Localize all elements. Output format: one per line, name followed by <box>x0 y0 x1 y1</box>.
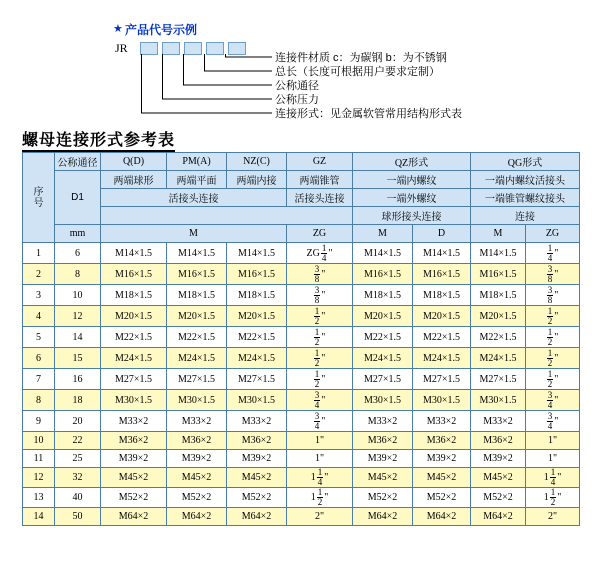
table-row <box>23 488 580 508</box>
cell-pma-m: M33×2 <box>167 411 227 432</box>
cell-qg-zg: $\frac{1}{2}$ " <box>526 348 580 369</box>
cell-gz-zg: $\frac{1}{2}$ " <box>287 348 353 369</box>
cell-gz-zg: 1 $\frac{1}{2}$ " <box>287 488 353 508</box>
cell-qd-m: M52×2 <box>101 488 167 508</box>
cell-nzc-m: M20×1.5 <box>227 306 287 327</box>
cell-qd-m: M36×2 <box>101 432 167 450</box>
cell-pma-m: M45×2 <box>167 468 227 488</box>
table-row <box>23 390 580 411</box>
cell-qz-d: M39×2 <box>413 450 471 468</box>
cell-seq: 12 <box>23 468 55 488</box>
cell-pma-m: M52×2 <box>167 488 227 508</box>
cell-gz-zg: $\frac{1}{2}$ " <box>287 306 353 327</box>
cell-pma-m: M16×1.5 <box>167 264 227 285</box>
cell-gz-zg: ZG $\frac{1}{4}$ " <box>287 243 353 264</box>
cell-qz-m: M33×2 <box>353 411 413 432</box>
cell-qg-zg: 2" <box>526 508 580 526</box>
header-group-gz: GZ <box>287 153 353 171</box>
legend-item-total-length: 总长（长度可根据用户要求定制） <box>275 66 440 78</box>
cell-gz-zg: $\frac{1}{2}$ " <box>287 327 353 348</box>
header-type-gz: 两端锥管 <box>287 171 353 189</box>
cell-pma-m: M64×2 <box>167 508 227 526</box>
product-code-prefix: JR <box>115 41 128 55</box>
cell-dn: 18 <box>55 390 101 411</box>
header-unit-qz-m: M <box>353 225 413 243</box>
cell-seq: 14 <box>23 508 55 526</box>
cell-gz-zg: 2" <box>287 508 353 526</box>
cell-qz-d: M22×1.5 <box>413 327 471 348</box>
table-body <box>23 243 580 526</box>
cell-qz-m: M45×2 <box>353 468 413 488</box>
cell-qg-m: M33×2 <box>471 411 526 432</box>
table-row <box>23 264 580 285</box>
cell-qg-zg: $\frac{3}{8}$ " <box>526 285 580 306</box>
cell-pma-m: M20×1.5 <box>167 306 227 327</box>
cell-qg-m: M39×2 <box>471 450 526 468</box>
section-title <box>22 127 175 150</box>
cell-nzc-m: M30×1.5 <box>227 390 287 411</box>
cell-gz-zg: 1 $\frac{1}{4}$ " <box>287 468 353 488</box>
cell-qz-m: M30×1.5 <box>353 390 413 411</box>
header-unit-qz-d: D <box>413 225 471 243</box>
header-row-groups <box>23 153 580 171</box>
cell-seq: 4 <box>23 306 55 327</box>
cell-seq: 9 <box>23 411 55 432</box>
header-unit-qg-zg: ZG <box>526 225 580 243</box>
cell-qd-m: M30×1.5 <box>101 390 167 411</box>
cell-qz-d: M14×1.5 <box>413 243 471 264</box>
cell-qz-m: M20×1.5 <box>353 306 413 327</box>
cell-pma-m: M30×1.5 <box>167 390 227 411</box>
cell-seq: 2 <box>23 264 55 285</box>
cell-qg-m: M45×2 <box>471 468 526 488</box>
cell-qg-zg: $\frac{1}{2}$ " <box>526 369 580 390</box>
cell-qd-m: M16×1.5 <box>101 264 167 285</box>
header-row-type <box>23 171 580 189</box>
cell-qg-zg: $\frac{1}{4}$ " <box>526 243 580 264</box>
cell-nzc-m: M52×2 <box>227 488 287 508</box>
cell-nzc-m: M22×1.5 <box>227 327 287 348</box>
cell-qd-m: M20×1.5 <box>101 306 167 327</box>
cell-pma-m: M39×2 <box>167 450 227 468</box>
cell-pma-m: M18×1.5 <box>167 285 227 306</box>
cell-gz-zg: $\frac{3}{4}$ " <box>287 411 353 432</box>
cell-qg-m: M27×1.5 <box>471 369 526 390</box>
cell-qg-zg: $\frac{3}{4}$ " <box>526 411 580 432</box>
cell-dn: 8 <box>55 264 101 285</box>
cell-qg-zg: $\frac{3}{8}$ " <box>526 264 580 285</box>
star-icon: ★ <box>113 23 123 35</box>
cell-qg-zg: 1" <box>526 432 580 450</box>
cell-qg-m: M18×1.5 <box>471 285 526 306</box>
table-row <box>23 450 580 468</box>
header-group-qg: QG形式 <box>471 153 580 171</box>
cell-qg-zg: $\frac{3}{4}$ " <box>526 390 580 411</box>
cell-qg-m: M64×2 <box>471 508 526 526</box>
cell-seq: 3 <box>23 285 55 306</box>
cell-qz-d: M52×2 <box>413 488 471 508</box>
cell-qz-m: M36×2 <box>353 432 413 450</box>
header-conn-gz: 活接头连接 <box>287 189 353 207</box>
cell-qg-zg: 1 $\frac{1}{2}$ " <box>526 488 580 508</box>
header-group-nzc: NZ(C) <box>227 153 287 171</box>
cell-seq: 6 <box>23 348 55 369</box>
cell-qz-d: M16×1.5 <box>413 264 471 285</box>
legend-item-nominal-diameter: 公称通径 <box>275 80 319 92</box>
header-row-ball <box>23 207 580 225</box>
header-dn-d1: D1 <box>55 171 101 225</box>
legend-item-material: 连接件材质 c：为碳钢 b：为不锈钢 <box>275 52 447 64</box>
header-unit-mm: mm <box>55 225 101 243</box>
cell-pma-m: M36×2 <box>167 432 227 450</box>
cell-qz-m: M27×1.5 <box>353 369 413 390</box>
cell-nzc-m: M64×2 <box>227 508 287 526</box>
table-row <box>23 468 580 488</box>
cell-dn: 22 <box>55 432 101 450</box>
cell-qz-d: M27×1.5 <box>413 369 471 390</box>
legend-item-connection-type: 连接形式：见金属软管常用结构形式表 <box>275 108 462 120</box>
cell-dn: 16 <box>55 369 101 390</box>
cell-gz-zg: $\frac{3}{8}$ " <box>287 285 353 306</box>
cell-qz-d: M45×2 <box>413 468 471 488</box>
header-seq: 序 号 <box>23 153 55 243</box>
cell-qz-d: M30×1.5 <box>413 390 471 411</box>
table-row <box>23 348 580 369</box>
cell-qd-m: M39×2 <box>101 450 167 468</box>
section-title-text: 螺母连接形式参考表 <box>22 132 175 152</box>
cell-qz-m: M64×2 <box>353 508 413 526</box>
cell-qz-d: M36×2 <box>413 432 471 450</box>
cell-nzc-m: M33×2 <box>227 411 287 432</box>
header-type-pma: 两端平面 <box>167 171 227 189</box>
header-row-connection <box>23 189 580 207</box>
cell-seq: 11 <box>23 450 55 468</box>
cell-seq: 13 <box>23 488 55 508</box>
header-type-qg: 一端内螺纹活接头 <box>471 171 580 189</box>
cell-nzc-m: M14×1.5 <box>227 243 287 264</box>
cell-dn: 12 <box>55 306 101 327</box>
cell-qd-m: M45×2 <box>101 468 167 488</box>
cell-qg-m: M14×1.5 <box>471 243 526 264</box>
header-conn-qz: 一端外螺纹 <box>353 189 471 207</box>
cell-qg-zg: $\frac{1}{2}$ " <box>526 306 580 327</box>
cell-qz-d: M20×1.5 <box>413 306 471 327</box>
cell-qg-zg: 1 $\frac{1}{4}$ " <box>526 468 580 488</box>
table-row <box>23 243 580 264</box>
cell-dn: 20 <box>55 411 101 432</box>
header-ball-joint <box>101 207 353 225</box>
cell-qz-d: M18×1.5 <box>413 285 471 306</box>
cell-dn: 25 <box>55 450 101 468</box>
table-row <box>23 508 580 526</box>
header-row-units <box>23 225 580 243</box>
cell-dn: 32 <box>55 468 101 488</box>
cell-gz-zg: $\frac{3}{8}$ " <box>287 264 353 285</box>
product-code-diagram <box>0 0 600 120</box>
cell-nzc-m: M45×2 <box>227 468 287 488</box>
cell-qg-m: M52×2 <box>471 488 526 508</box>
cell-nzc-m: M27×1.5 <box>227 369 287 390</box>
cell-seq: 1 <box>23 243 55 264</box>
cell-gz-zg: $\frac{3}{4}$ " <box>287 390 353 411</box>
cell-qg-m: M20×1.5 <box>471 306 526 327</box>
cell-qd-m: M18×1.5 <box>101 285 167 306</box>
cell-qg-m: M22×1.5 <box>471 327 526 348</box>
header-group-qd: Q(D) <box>101 153 167 171</box>
cell-qz-d: M64×2 <box>413 508 471 526</box>
cell-pma-m: M22×1.5 <box>167 327 227 348</box>
header-conn-left: 活接头连接 <box>101 189 287 207</box>
cell-qg-m: M16×1.5 <box>471 264 526 285</box>
cell-qz-m: M52×2 <box>353 488 413 508</box>
cell-qz-d: M33×2 <box>413 411 471 432</box>
cell-pma-m: M27×1.5 <box>167 369 227 390</box>
cell-seq: 8 <box>23 390 55 411</box>
cell-dn: 40 <box>55 488 101 508</box>
cell-qd-m: M24×1.5 <box>101 348 167 369</box>
table-row <box>23 327 580 348</box>
header-type-nzc: 两端内接 <box>227 171 287 189</box>
cell-qd-m: M27×1.5 <box>101 369 167 390</box>
cell-qg-m: M36×2 <box>471 432 526 450</box>
cell-dn: 50 <box>55 508 101 526</box>
cell-seq: 7 <box>23 369 55 390</box>
header-group-pma: PM(A) <box>167 153 227 171</box>
cell-gz-zg: 1" <box>287 432 353 450</box>
table-row <box>23 411 580 432</box>
cell-nzc-m: M39×2 <box>227 450 287 468</box>
header-type-qz: 一端内螺纹 <box>353 171 471 189</box>
header-type-qd: 两端球形 <box>101 171 167 189</box>
header-dn-label: 公称通径 <box>55 153 101 171</box>
header-ball-joint-qz: 球形接头连接 <box>353 207 471 225</box>
cell-qg-zg: 1" <box>526 450 580 468</box>
cell-pma-m: M14×1.5 <box>167 243 227 264</box>
cell-qz-d: M24×1.5 <box>413 348 471 369</box>
cell-dn: 15 <box>55 348 101 369</box>
cell-gz-zg: $\frac{1}{2}$ " <box>287 369 353 390</box>
nut-connection-table <box>22 152 580 526</box>
cell-gz-zg: 1" <box>287 450 353 468</box>
cell-dn: 10 <box>55 285 101 306</box>
cell-nzc-m: M16×1.5 <box>227 264 287 285</box>
table-row <box>23 306 580 327</box>
cell-qd-m: M22×1.5 <box>101 327 167 348</box>
cell-qd-m: M64×2 <box>101 508 167 526</box>
cell-nzc-m: M24×1.5 <box>227 348 287 369</box>
table-row <box>23 432 580 450</box>
cell-qz-m: M18×1.5 <box>353 285 413 306</box>
cell-seq: 10 <box>23 432 55 450</box>
cell-qz-m: M24×1.5 <box>353 348 413 369</box>
legend-item-nominal-pressure: 公称压力 <box>275 94 319 106</box>
cell-qz-m: M22×1.5 <box>353 327 413 348</box>
cell-qd-m: M14×1.5 <box>101 243 167 264</box>
header-unit-zg: ZG <box>287 225 353 243</box>
cell-dn: 14 <box>55 327 101 348</box>
table-row <box>23 285 580 306</box>
diagram-title: 产品代号示例 <box>125 23 198 37</box>
header-ball-joint-qg: 连接 <box>471 207 580 225</box>
cell-pma-m: M24×1.5 <box>167 348 227 369</box>
header-unit-m: M <box>101 225 287 243</box>
cell-seq: 5 <box>23 327 55 348</box>
cell-dn: 6 <box>55 243 101 264</box>
cell-qd-m: M33×2 <box>101 411 167 432</box>
cell-nzc-m: M36×2 <box>227 432 287 450</box>
cell-qg-zg: $\frac{1}{2}$ " <box>526 327 580 348</box>
header-conn-qg: 一端锥管螺纹接头 <box>471 189 580 207</box>
cell-nzc-m: M18×1.5 <box>227 285 287 306</box>
header-group-qz: QZ形式 <box>353 153 471 171</box>
cell-qz-m: M14×1.5 <box>353 243 413 264</box>
table-row <box>23 369 580 390</box>
cell-qg-m: M30×1.5 <box>471 390 526 411</box>
table-head <box>23 153 580 243</box>
cell-qg-m: M24×1.5 <box>471 348 526 369</box>
cell-qz-m: M16×1.5 <box>353 264 413 285</box>
cell-qz-m: M39×2 <box>353 450 413 468</box>
header-unit-qg-m: M <box>471 225 526 243</box>
